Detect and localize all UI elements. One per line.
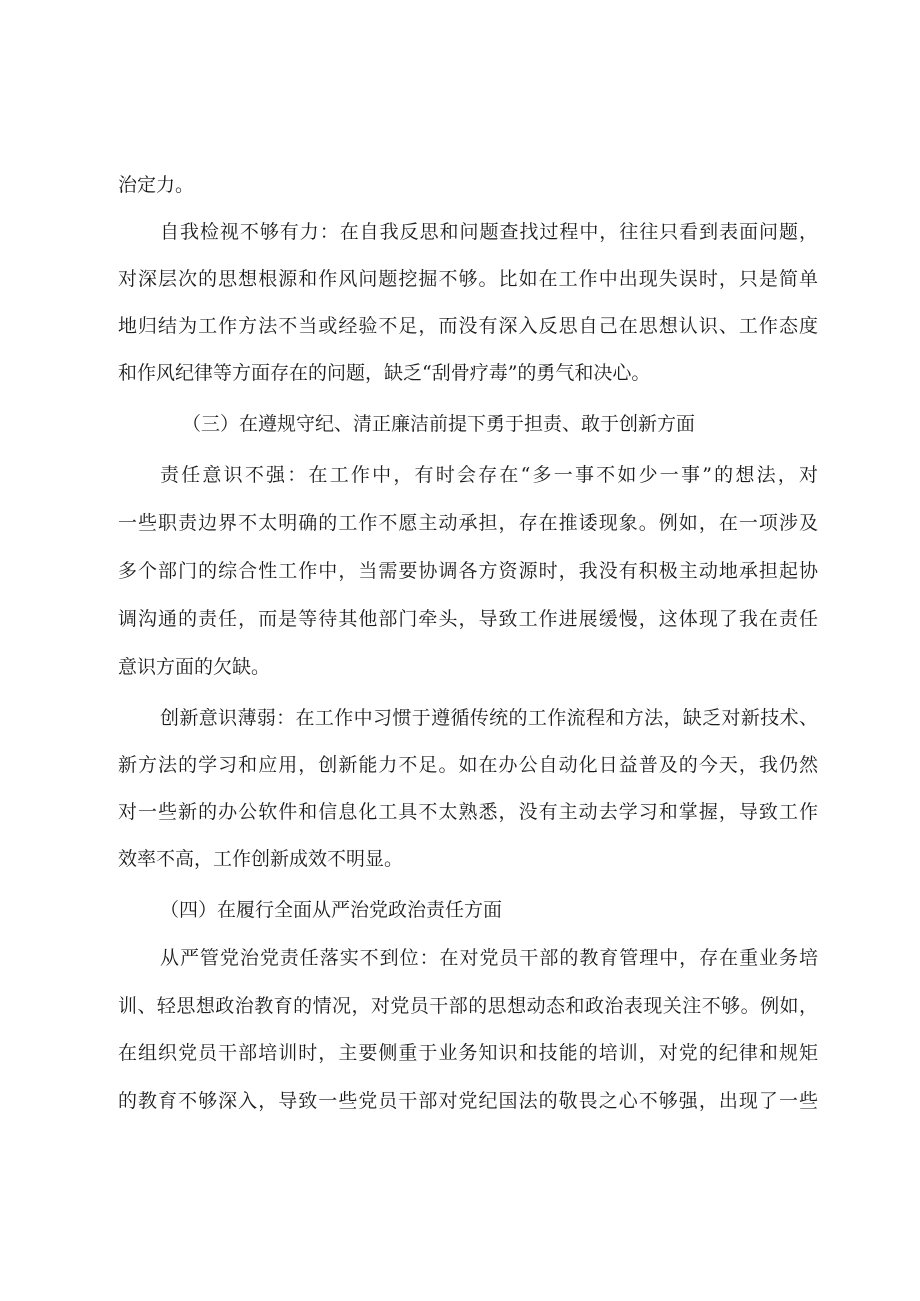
paragraph-line: 训、轻思想政治教育的情况，对党员干部的思想动态和政治表现关注不够。例如，	[118, 995, 818, 1017]
paragraph-line: 和作风纪律等方面存在的问题，缺乏“刮骨疗毒”的勇气和决心。	[118, 362, 651, 384]
paragraph-line: 创新意识薄弱：在工作中习惯于遵循传统的工作流程和方法，缺乏对新技术、	[160, 707, 818, 729]
paragraph-line: 从严管党治党责任落实不到位：在对党员干部的教育管理中，存在重业务培	[160, 947, 818, 969]
paragraph-line: 治定力。	[118, 174, 195, 196]
paragraph-line: 新方法的学习和应用，创新能力不足。如在办公自动化日益普及的今天，我仍然	[118, 754, 818, 776]
paragraph-line: 对深层次的思想根源和作风问题挖掘不够。比如在工作中出现失误时，只是简单	[118, 268, 818, 290]
paragraph-line: 调沟通的责任，而是等待其他部门牵头，导致工作进展缓慢，这体现了我在责任	[118, 608, 818, 630]
paragraph-line: 的教育不够深入，导致一些党员干部对党纪国法的敬畏之心不够强，出现了一些	[118, 1090, 818, 1112]
paragraph-line: 效率不高，工作创新成效不明显。	[118, 848, 404, 870]
section-heading: （四）在履行全面从严治党政治责任方面	[160, 899, 503, 921]
paragraph-line: 责任意识不强：在工作中，有时会存在“多一事不如少一事”的想法，对	[160, 464, 818, 486]
paragraph-line: 一些职责边界不太明确的工作不愿主动承担，存在推诿现象。例如，在一项涉及	[118, 512, 818, 534]
paragraph-line: 在组织党员干部培训时，主要侧重于业务知识和技能的培训，对党的纪律和规矩	[118, 1042, 818, 1064]
paragraph-line: 对一些新的办公软件和信息化工具不太熟悉，没有主动去学习和掌握，导致工作	[118, 801, 818, 823]
paragraph-line: 多个部门的综合性工作中，当需要协调各方资源时，我没有积极主动地承担起协	[118, 560, 818, 582]
paragraph-line: 自我检视不够有力：在自我反思和问题查找过程中，往往只看到表面问题，	[160, 221, 818, 243]
paragraph-line: 地归结为工作方法不当或经验不足，而没有深入反思自己在思想认识、工作态度	[118, 315, 818, 337]
section-heading: （三）在遵规守纪、清正廉洁前提下勇于担责、敢于创新方面	[182, 413, 696, 435]
paragraph-line: 意识方面的欠缺。	[118, 656, 271, 678]
